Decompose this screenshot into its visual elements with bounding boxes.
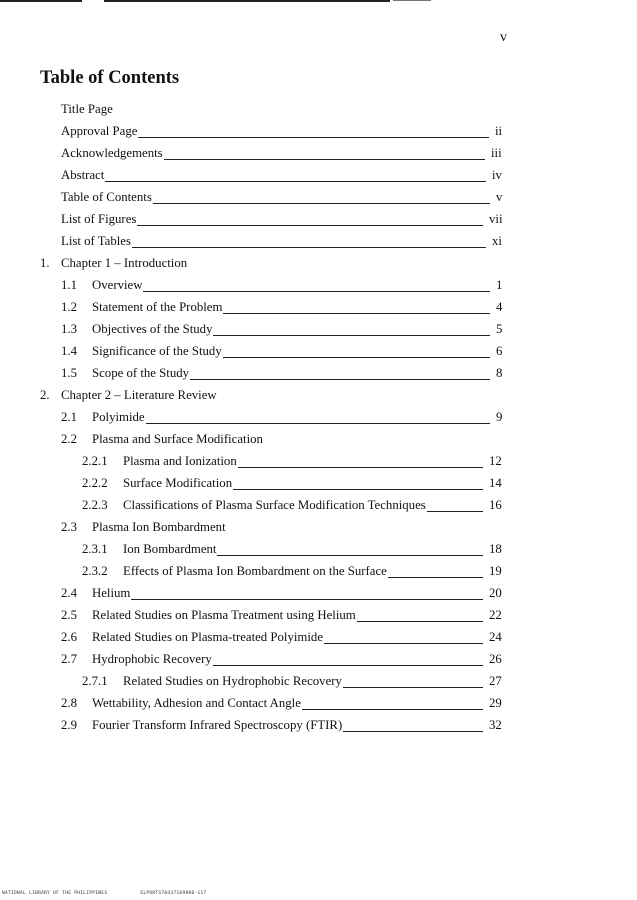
toc-entry-text: Table of Contents: [61, 190, 152, 204]
toc-entry: [0, 363, 637, 385]
toc-entry-text: Related Studies on Plasma-treated Polyimide: [92, 630, 324, 644]
toc-entry: [0, 143, 637, 165]
toc-leader-line: [388, 577, 483, 578]
toc-entry-number: 1.1: [61, 278, 77, 292]
toc-entry-page: 6: [496, 344, 503, 358]
toc-entry-number: 1.3: [61, 322, 77, 336]
toc-leader-line: [190, 379, 490, 380]
toc-entry-text: Related Studies on Hydrophobic Recovery: [123, 674, 342, 688]
toc-entry-text: Plasma Ion Bombardment: [92, 520, 226, 534]
toc-entry-page: 32: [489, 718, 502, 732]
toc-entry: [0, 407, 637, 429]
top-rule-middle: [104, 0, 390, 2]
toc-entry-text: Acknowledgements: [61, 146, 163, 160]
toc-entry-number: 2.3: [61, 520, 77, 534]
toc-entry: [0, 297, 637, 319]
toc-entry: [0, 209, 637, 231]
toc-entry-page: 20: [489, 586, 502, 600]
toc-entry-number: 1.: [40, 256, 50, 270]
toc-entry-number: 2.6: [61, 630, 77, 644]
toc-entry: [0, 429, 637, 451]
footer: [2, 891, 207, 896]
page-number: v: [500, 30, 507, 45]
toc-entry-page: 1: [496, 278, 503, 292]
toc-entry: [0, 539, 637, 561]
toc-entry-page: 16: [489, 498, 502, 512]
toc-entry-number: 2.1: [61, 410, 77, 424]
toc-entry: [0, 561, 637, 583]
toc-leader-line: [357, 621, 483, 622]
toc-entry: [0, 121, 637, 143]
toc-entry-number: 2.4: [61, 586, 77, 600]
toc-entry: [0, 165, 637, 187]
toc-entry-number: 2.3.1: [82, 542, 108, 556]
toc-entry-text: Related Studies on Plasma Treatment using Helium: [92, 608, 356, 622]
toc-entry-text: Chapter 1 – Introduction: [61, 256, 188, 270]
toc-entry-page: vii: [489, 212, 503, 226]
toc-entry-text: Objectives of the Study: [92, 322, 213, 336]
toc-entry-number: 1.2: [61, 300, 77, 314]
toc-entry: [0, 495, 637, 517]
toc-list: [0, 99, 637, 737]
toc-entry-number: 1.5: [61, 366, 77, 380]
top-rule-right: [393, 0, 431, 1]
toc-entry: [0, 187, 637, 209]
toc-entry-text: Significance of the Study: [92, 344, 222, 358]
toc-entry-page: 19: [489, 564, 502, 578]
toc-entry-number: 1.4: [61, 344, 77, 358]
toc-entry-page: 24: [489, 630, 502, 644]
toc-entry-text: List of Tables: [61, 234, 131, 248]
toc-entry-text: Surface Modification: [123, 476, 233, 490]
toc-entry-page: 18: [489, 542, 502, 556]
top-rule-left: [0, 0, 82, 2]
toc-entry: [0, 517, 637, 539]
toc-entry-text: Classifications of Plasma Surface Modification Techniques: [123, 498, 426, 512]
toc-leader-line: [324, 643, 483, 644]
toc-entry-page: 12: [489, 454, 502, 468]
toc-entry: [0, 583, 637, 605]
toc-entry-page: 26: [489, 652, 502, 666]
toc-entry-text: Ion Bombardment: [123, 542, 217, 556]
toc-entry-number: 2.: [40, 388, 50, 402]
toc-entry-text: Overview: [92, 278, 143, 292]
toc-leader-line: [238, 467, 483, 468]
toc-entry-number: 2.7: [61, 652, 77, 666]
toc-leader-line: [143, 291, 490, 292]
toc-leader-line: [105, 181, 486, 182]
toc-leader-line: [302, 709, 483, 710]
toc-title: Table of Contents: [40, 68, 180, 88]
toc-entry-text: Statement of the Problem: [92, 300, 223, 314]
toc-leader-line: [131, 599, 483, 600]
toc-entry-page: 14: [489, 476, 502, 490]
toc-leader-line: [153, 203, 490, 204]
toc-entry-page: ii: [495, 124, 503, 138]
toc-entry-page: 9: [496, 410, 503, 424]
toc-leader-line: [217, 555, 483, 556]
toc-entry-page: 4: [496, 300, 503, 314]
toc-entry-number: 2.5: [61, 608, 77, 622]
toc-entry-text: Plasma and Surface Modification: [92, 432, 263, 446]
toc-entry-text: Title Page: [61, 102, 113, 116]
toc-entry: [0, 231, 637, 253]
toc-leader-line: [427, 511, 483, 512]
toc-entry: [0, 693, 637, 715]
toc-entry-page: 27: [489, 674, 502, 688]
toc-entry-page: xi: [492, 234, 502, 248]
toc-leader-line: [213, 665, 483, 666]
toc-entry-number: 2.8: [61, 696, 77, 710]
toc-entry-number: 2.9: [61, 718, 77, 732]
toc-entry-text: Hydrophobic Recovery: [92, 652, 212, 666]
toc-entry-number: 2.7.1: [82, 674, 108, 688]
toc-entry: [0, 473, 637, 495]
toc-entry: [0, 253, 637, 275]
toc-entry-page: v: [496, 190, 503, 204]
toc-entry-text: Effects of Plasma Ion Bombardment on the Surface: [123, 564, 387, 578]
toc-leader-line: [343, 731, 483, 732]
toc-entry-text: Chapter 2 – Literature Review: [61, 388, 217, 402]
toc-entry: [0, 649, 637, 671]
toc-entry-text: Fourier Transform Infrared Spectroscopy (FTIR): [92, 718, 343, 732]
toc-entry: [0, 319, 637, 341]
toc-entry: [0, 605, 637, 627]
toc-entry: [0, 341, 637, 363]
toc-leader-line: [343, 687, 483, 688]
toc-leader-line: [132, 247, 486, 248]
toc-leader-line: [223, 357, 490, 358]
toc-entry: [0, 627, 637, 649]
toc-leader-line: [138, 137, 489, 138]
toc-entry: [0, 275, 637, 297]
toc-leader-line: [233, 489, 483, 490]
toc-entry: [0, 451, 637, 473]
toc-entry-text: Polyimide: [92, 410, 145, 424]
toc-entry-number: 2.2.1: [82, 454, 108, 468]
toc-entry-page: 29: [489, 696, 502, 710]
toc-entry-text: Plasma and Ionization: [123, 454, 237, 468]
toc-entry-page: iv: [492, 168, 502, 182]
toc-entry-text: Helium: [92, 586, 131, 600]
toc-entry-text: Abstract: [61, 168, 105, 182]
toc-leader-line: [223, 313, 490, 314]
toc-entry-number: 2.2.2: [82, 476, 108, 490]
toc-entry-page: 5: [496, 322, 503, 336]
toc-entry-text: Approval Page: [61, 124, 138, 138]
toc-leader-line: [213, 335, 490, 336]
toc-leader-line: [146, 423, 490, 424]
toc-entry-text: Wettability, Adhesion and Contact Angle: [92, 696, 301, 710]
toc-entry-page: 8: [496, 366, 503, 380]
toc-leader-line: [137, 225, 483, 226]
toc-entry-text: Scope of the Study: [92, 366, 190, 380]
toc-entry: [0, 99, 637, 121]
toc-entry: [0, 671, 637, 693]
toc-entry-number: 2.2.3: [82, 498, 108, 512]
toc-entry-number: 2.2: [61, 432, 77, 446]
toc-entry-page: iii: [491, 146, 502, 160]
footer-code: ELPORTS70437169806-117: [140, 891, 207, 896]
toc-entry-page: 22: [489, 608, 502, 622]
toc-entry: [0, 715, 637, 737]
toc-entry: [0, 385, 637, 407]
footer-library: NATIONAL LIBRARY OF THE PHILIPPINES: [2, 891, 108, 896]
toc-entry-text: List of Figures: [61, 212, 137, 226]
toc-leader-line: [164, 159, 485, 160]
toc-entry-number: 2.3.2: [82, 564, 108, 578]
